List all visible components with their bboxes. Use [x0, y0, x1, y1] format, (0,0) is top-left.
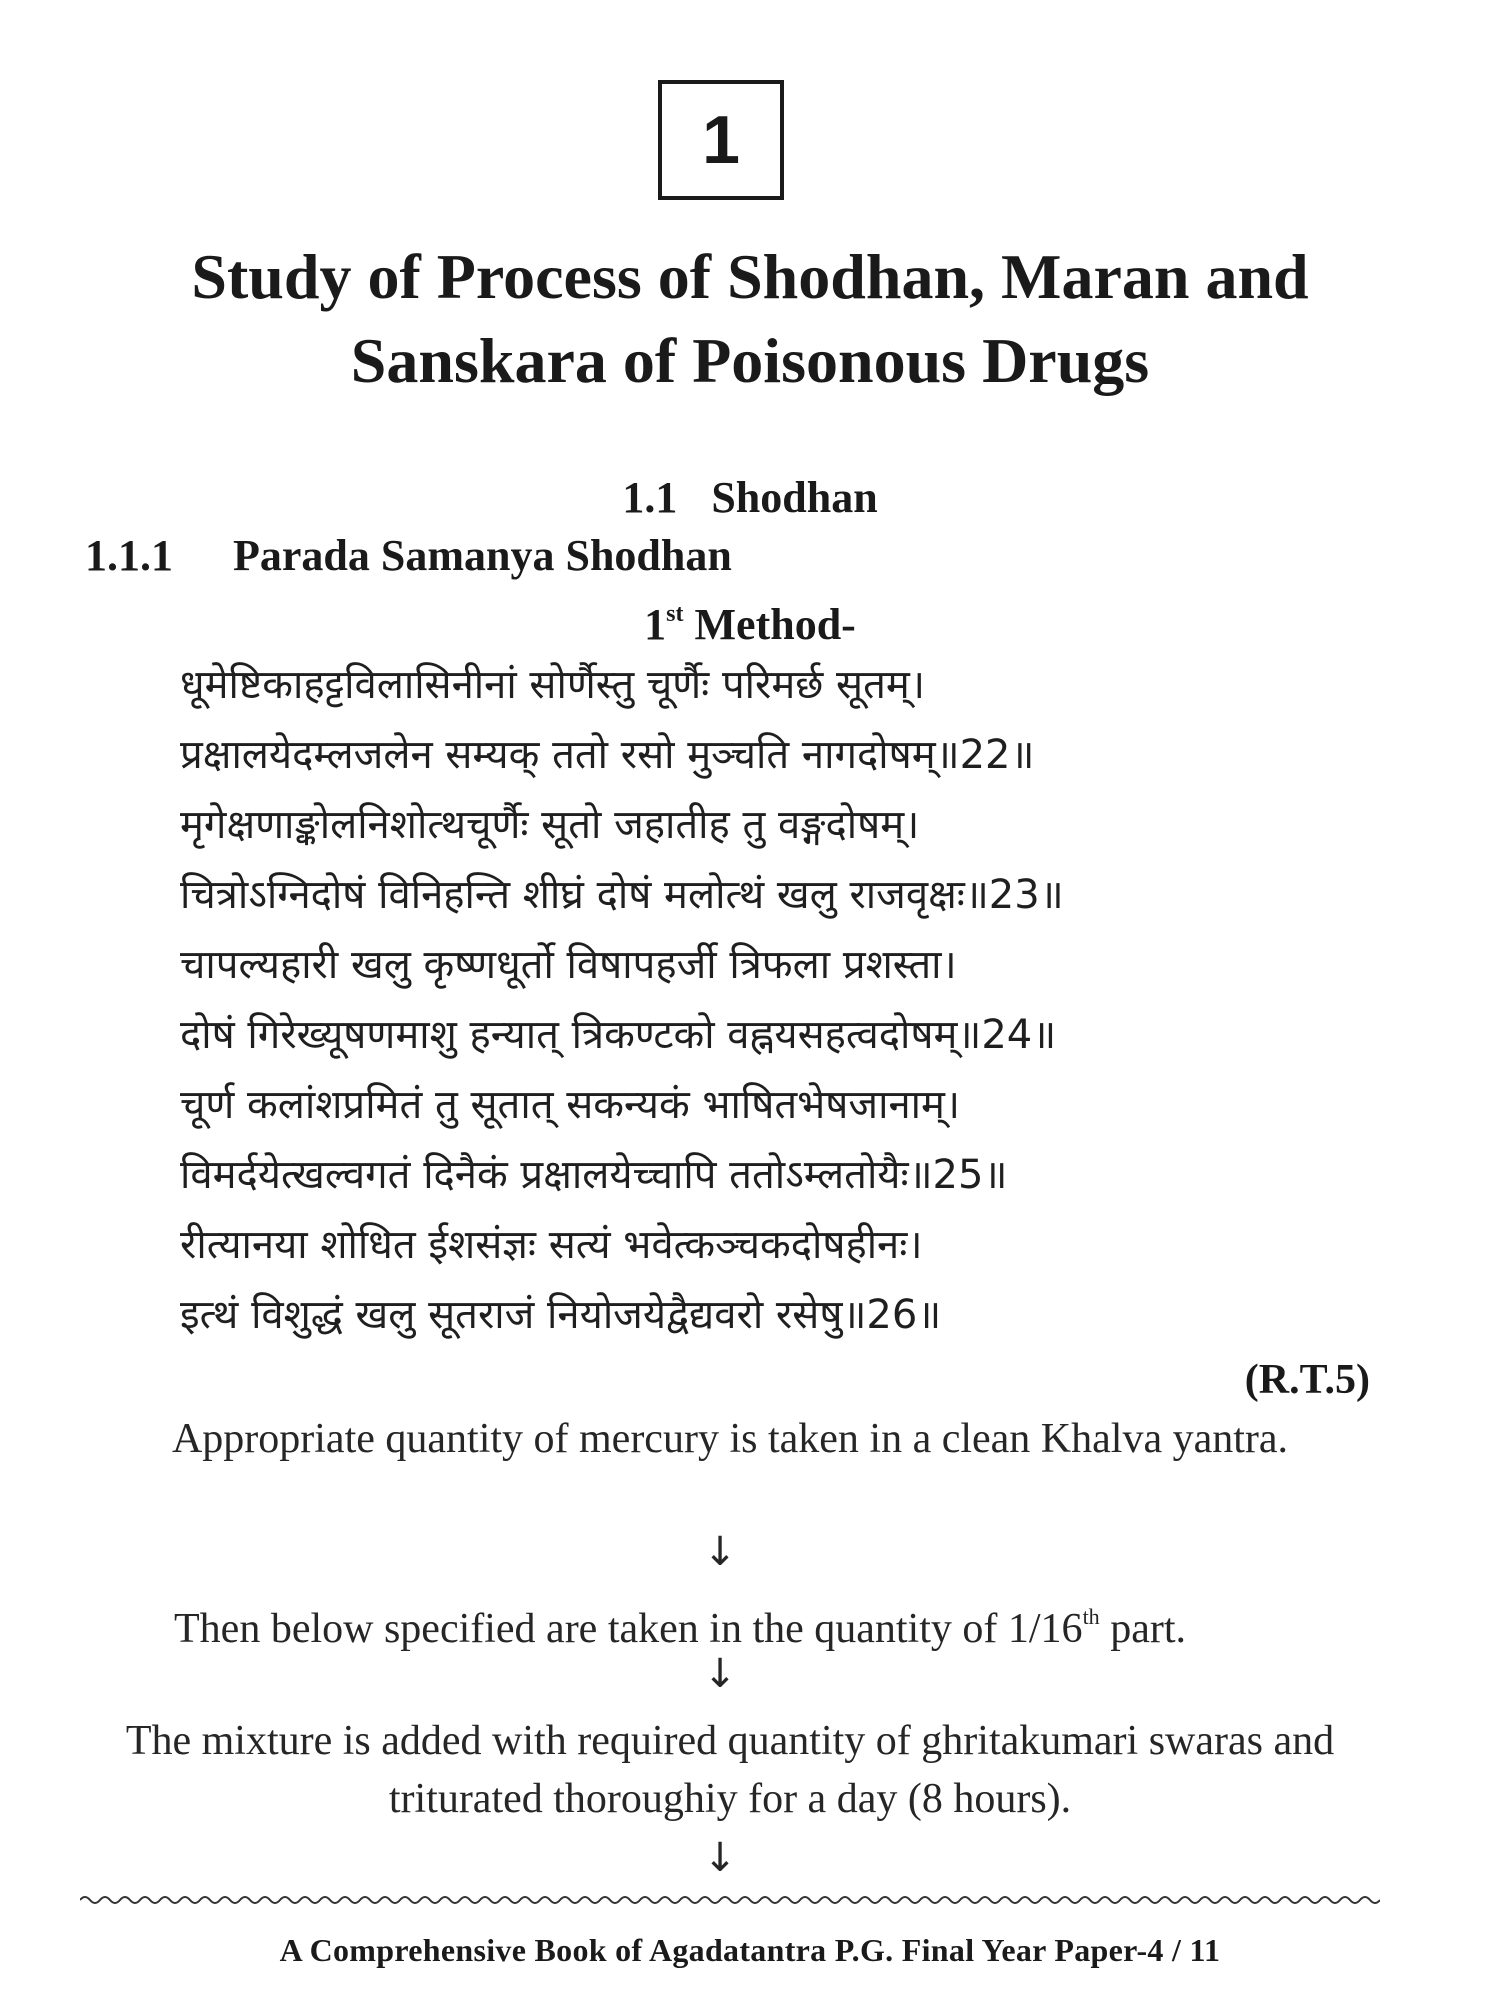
- process-step-3: The mixture is added with required quantity of ghritakumari swaras and triturated thoroughiy for a day (8 hours).: [125, 1718, 1335, 1822]
- subsection-number: 1.1.1: [85, 531, 173, 580]
- verse-line: इत्थं विशुद्धं खलु सूतराजं नियोजयेद्वैद्यवरो रसेषु॥26॥: [180, 1292, 942, 1338]
- step-2-superscript: th: [1082, 1604, 1100, 1629]
- section-heading: [0, 470, 1500, 526]
- subsection-title: Parada Samanya Shodhan: [233, 531, 732, 580]
- wavy-divider: [80, 1892, 1380, 1908]
- step-2-text: Then below specified are taken in the quantity of 1/16: [174, 1606, 1083, 1652]
- process-step-1: Appropriate quantity of mercury is taken in a clean Khalva yantra.: [171, 1416, 1289, 1462]
- sanskrit-verses: [180, 650, 1380, 1350]
- verse-reference: (R.T.5): [1244, 1357, 1370, 1403]
- verse-line: रीत्यानया शोधित ईशसंज्ञः सत्यं भवेत्कञ्चकदोषहीनः।: [180, 1222, 923, 1268]
- section-title: Shodhan: [711, 473, 878, 522]
- method-heading: [0, 586, 1500, 653]
- page-footer: A Comprehensive Book of Agadatantra P.G. Final Year Paper-4 / 11: [279, 1932, 1221, 1968]
- subsection-heading: [85, 528, 732, 584]
- verse-line: चापल्यहारी खलु कृष्णधूर्तो विषापहर्जी त्रिफला प्रशस्ता।: [180, 942, 957, 988]
- verse-line: चूर्ण कलांशप्रमितं तु सूतात् सकन्यकं भाषितभेषजानाम्।: [180, 1082, 961, 1128]
- method-ordinal: 1: [644, 600, 667, 649]
- step-2-text-end: part.: [1099, 1606, 1186, 1652]
- down-arrow-icon: ↓: [703, 1651, 737, 1697]
- chapter-title-line-1: Study of Process of Shodhan, Maran and: [191, 241, 1309, 312]
- verse-line: दोषं गिरेख्यूषणमाशु हन्यात् त्रिकण्टको वह्नयसहत्वदोषम्॥24॥: [180, 1012, 1057, 1058]
- verse-line: विमर्दयेत्खल्वगतं दिनैकं प्रक्षालयेच्चापि ततोऽम्लतोयैः॥25॥: [180, 1152, 1008, 1198]
- chapter-number-box: 1: [658, 80, 784, 200]
- method-ordinal-suffix: st: [666, 601, 684, 627]
- verse-line: प्रक्षालयेदम्लजलेन सम्यक् ततो रसो मुञ्चति नागदोषम्॥22॥: [180, 732, 1035, 778]
- verse-line: मृगेक्षणाङ्कोलनिशोत्थचूर्णैः सूतो जहातीह तु वङ्गदोषम्।: [180, 802, 920, 848]
- process-step-2: [60, 1588, 1300, 1658]
- down-arrow-icon: ↓: [703, 1529, 737, 1575]
- verse-line: धूमेष्टिकाहट्टविलासिनीनां सोर्णैस्तु चूर्णैः परिमर्छ सूतम्।: [180, 662, 925, 708]
- verse-line: चित्रोऽग्निदोषं विनिहन्ति शीघ्रं दोषं मलोत्थं खलु राजवृक्षः॥23॥: [180, 872, 1064, 918]
- section-number: 1.1: [622, 473, 678, 522]
- method-label: Method-: [694, 600, 856, 649]
- chapter-title-line-2: Sanskara of Poisonous Drugs: [350, 325, 1150, 396]
- down-arrow-icon: ↓: [703, 1835, 737, 1881]
